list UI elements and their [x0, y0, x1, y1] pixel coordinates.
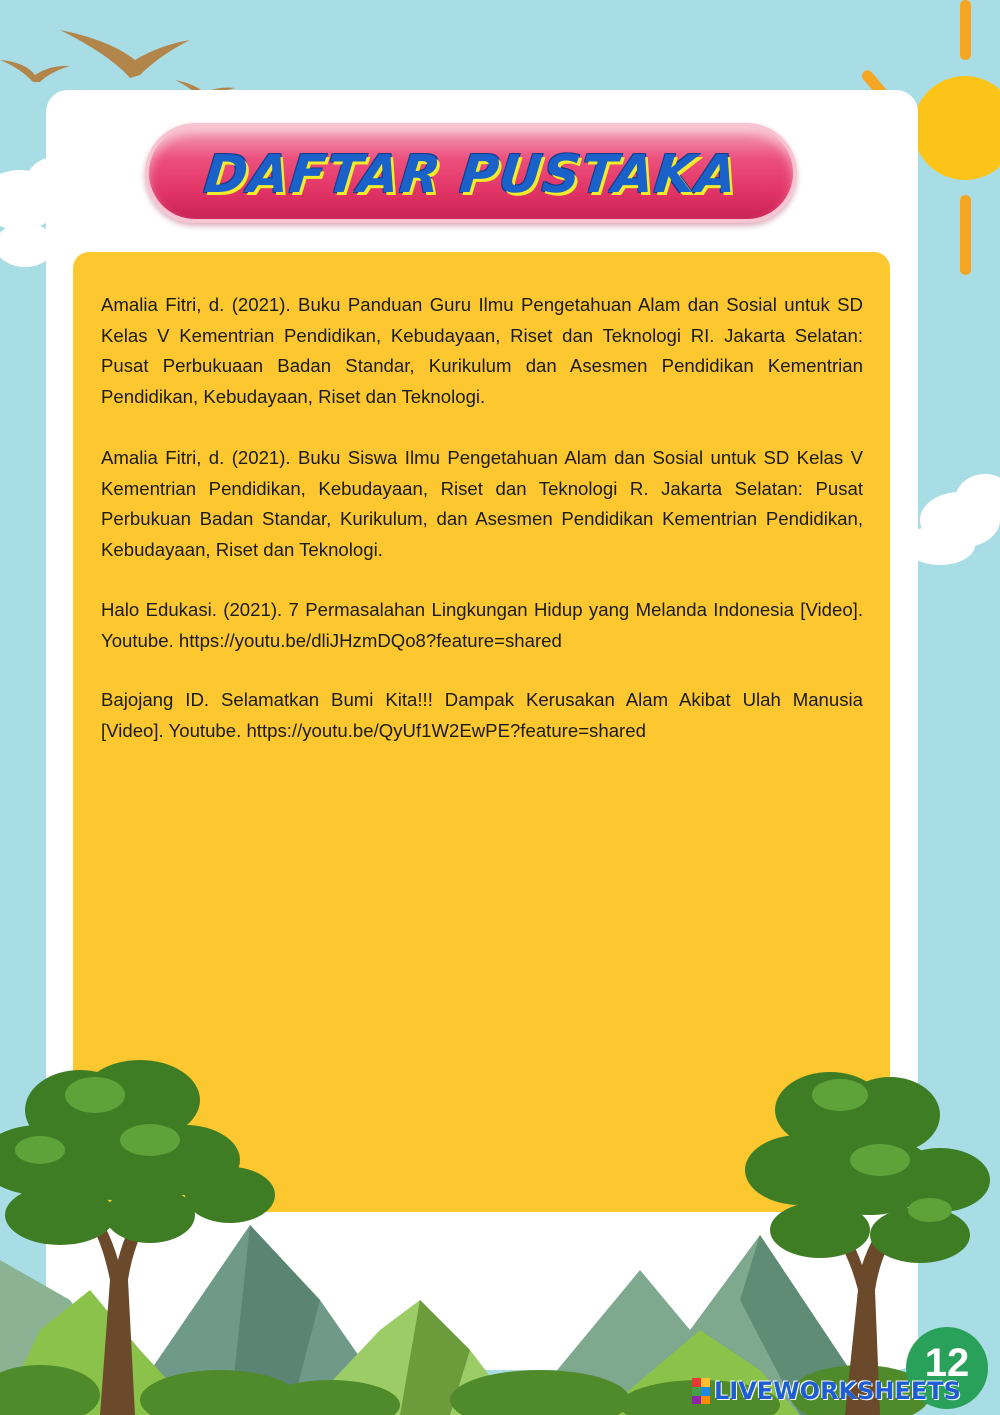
reference-item: Amalia Fitri, d. (2021). Buku Panduan Guru Ilmu Pengetahuan Alam dan Sosial untuk SD Kelas V Kementrian Pendidikan, Kebudayaan, Riset dan Teknologi RI. Jakarta Selatan: Pusat Perbukuaan Badan Standar, Kurikulum dan Asesmen Pendidikan Kementrian Pendidikan, Kebudayaan, Riset dan Teknologi.: [101, 294, 863, 407]
reference-item: Halo Edukasi. (2021). 7 Permasalahan Lingkungan Hidup yang Melanda Indonesia [Video]. Youtube. https://youtu.be/dliJHzmDQo8?feature=shared: [101, 599, 863, 651]
reference-item: Amalia Fitri, d. (2021). Buku Siswa Ilmu Pengetahuan Alam dan Sosial untuk SD Kelas V Kementrian Pendidikan, Kebudayaan, Riset dan Teknologi R. Jakarta Selatan: Pusat Perbukuan Badan Standar, Kurikulum, dan Asesmen Pendidikan Kementrian Pendidikan, Kebudayaan, Riset dan Teknologi.: [101, 447, 863, 560]
page-title: DAFTAR PUSTAKA: [201, 145, 741, 205]
page-number: 12: [924, 1341, 970, 1385]
liveworksheets-logo: [692, 1374, 961, 1408]
watermark-text: LIVEWORKSHEETS: [714, 1377, 961, 1405]
liveworksheets-mark-icon: [692, 1378, 710, 1404]
reference-item: Bajojang ID. Selamatkan Bumi Kita!!! Dampak Kerusakan Alam Akibat Ulah Manusia [Video]. Youtube. https://youtu.be/QyUf1W2EwPE?feature=shared: [101, 689, 863, 741]
